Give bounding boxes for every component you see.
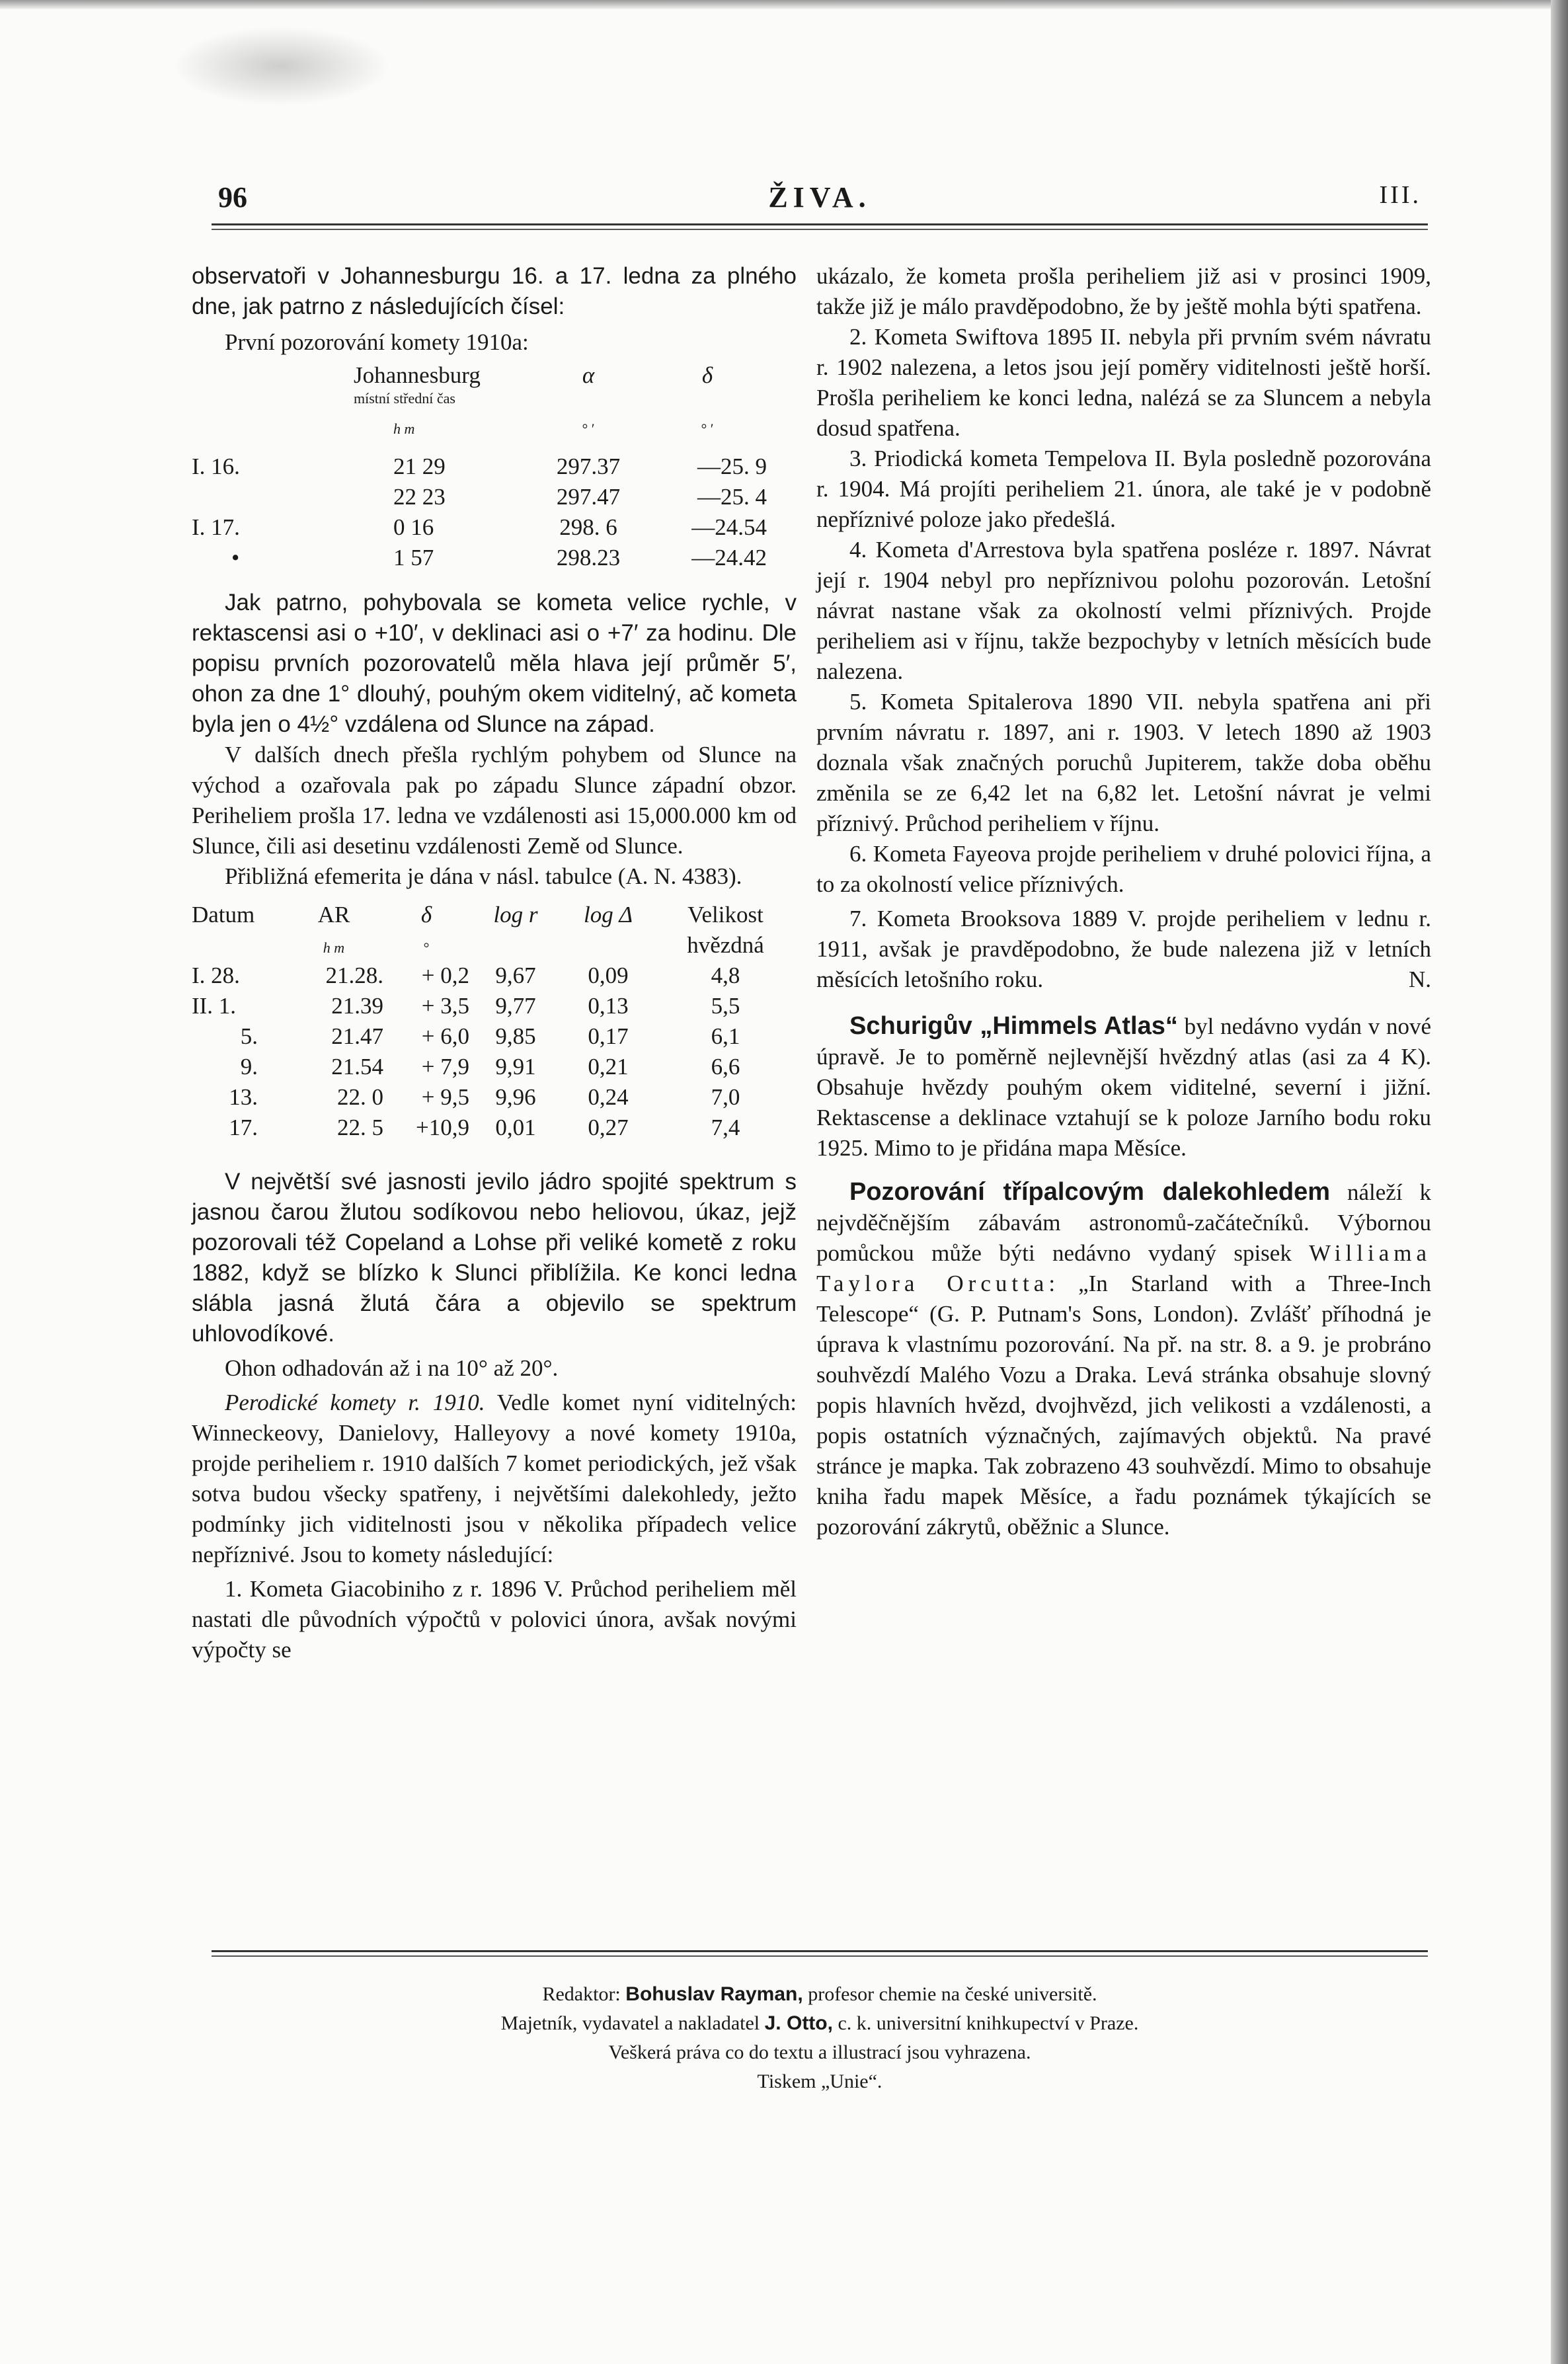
table-row: 9. 21.54 + 7,9 9,91 0,21 6,6 (240, 1054, 740, 1080)
paragraph: observatoři v Johannesburgu 16. a 17. ledna za plného dne, jak patrno z následujících čísel: (192, 263, 797, 319)
obs-unit: h m (393, 420, 415, 437)
obs-unit: ° ′ (701, 420, 714, 437)
imprint-rights: Veškerá práva co do textu a illustrací jsou vyhrazena. (608, 2041, 1031, 2063)
left-column (192, 261, 797, 1665)
imprint-editor: Redaktor: Bohuslav Rayman, profesor chemie na české universitě. (542, 1983, 1097, 2005)
eph-head: log r (493, 902, 538, 927)
paragraph: 6. Kometa Fayeova projde periheliem v druhé polovici října, a to za okolností velice příznivých. (816, 841, 1431, 897)
ephemeris-table: Datum AR δ log r log Δ Velikost h m ° hvězdná I. 28. 21.28. + 0,2 9,67 0,09 4,8 II. 1. 21.39 + 3,5 9,77 0,13 5,5 5. 21.47 + 6,0 9,85 0,17 6,1 9. 21.54 + 7,9 9,91 0,21 6,6 13. 22. 0 + 9,5 9,96 0,24 7,0 17. 22. 5 +10,9 0,01 0,27 7,4 (192, 900, 797, 1143)
table-row: • 1 57 298.23 —24.42 (231, 545, 767, 571)
obs-unit: ° ′ (582, 420, 595, 437)
imprint-printer: Tiskem „Unie“. (757, 2070, 882, 2092)
obs-head-delta: δ (701, 362, 713, 388)
table-row: II. 1. 21.39 + 3,5 9,77 0,13 5,5 (192, 993, 740, 1019)
eph-head: δ (420, 902, 432, 927)
table-row: 13. 22. 0 + 9,5 9,96 0,24 7,0 (229, 1084, 740, 1110)
scan-smudge (172, 26, 390, 106)
author-name: Williama Taylora Orcutta (816, 1240, 1431, 1296)
imprint-publisher: Majetník, vydavatel a nakladatel J. Otto, c. k. universitní knihkupectví v Praze. (500, 2012, 1139, 2034)
paragraph: Jak patrno, pohybovala se kometa velice rychle, v rektascensi asi o +10′, v deklinaci asi o +7′ za hodinu. Dle popisu prvních pozorovatelů měla hlava její průměr 5′, ohon za dne 1° dlouhý, pouhým okem viditelný, ač kometa byla jen o 4½° vzdálena od Slunce na západ. (192, 590, 797, 737)
paragraph: Ohon odhadován až i na 10° až 20°. (225, 1355, 559, 1381)
paragraph: Přibližná efemerita je dána v násl. tabulce (A. N. 4383). (225, 863, 742, 889)
scan-edge-top (0, 0, 1568, 9)
paragraph: Perodické komety r. 1910. Vedle komet nyní viditelných: Winneckeovy, Danielovy, Halleyovy a nové komety 1910a, projde periheliem r. 1910 dalších 7 komet periodických, jež však sotva budou všecky spatřeny, i největšími dalekohledy, ježto podmínky jich viditelnosti jsou v několika případech velice nepříznivé. Jsou to komety následující: (192, 1390, 797, 1567)
obs-head-place: Johannesburg (354, 362, 481, 388)
imprint (212, 1980, 1428, 2096)
table-row: 5. 21.47 + 6,0 9,85 0,17 6,1 (240, 1023, 740, 1049)
paragraph: 5. Kometa Spitalerova 1890 VII. nebyla spatřena ani při prvním návratu r. 1897, ani r. 1903. V letech 1890 až 1903 doznala však značných poruchů Jupiterem, takže doba oběhu změnila se ze 6,42 let na 6,82 let. Letošní návrat je velmi příznivý. Průchod periheliem v říjnu. (816, 689, 1431, 836)
table-row: I. 16. 21 29 297.37 —25. 9 (192, 453, 767, 479)
header-rule-thin (212, 229, 1428, 230)
paragraph: 4. Kometa d'Arrestova byla spatřena posléze r. 1897. Návrat její r. 1904 nebyl pro nepříznivou polohu pozorován. Letošní návrat nastane však za okolností velmi příznivých. Projde periheliem asi v říjnu, takže bezpochyby v letních měsících bude nalezena. (816, 537, 1431, 684)
eph-head: AR (317, 902, 350, 927)
observation-table (192, 360, 767, 573)
eph-head: log Δ (583, 902, 633, 927)
journal-title: ŽIVA. (768, 181, 871, 214)
volume-number: III. (1379, 181, 1421, 209)
table-row: 17. 22. 5 +10,9 0,01 0,27 7,4 (229, 1115, 740, 1140)
footer-rule-thin (212, 1955, 1428, 1957)
paragraph: 1. Kometa Giacobiniho z r. 1896 V. Průchod periheliem měl nastati dle původních výpočtů v polovici února, avšak novými výpočty se (192, 1576, 797, 1663)
obs-title: První pozorování komety 1910a: (225, 329, 529, 355)
page-number: 96 (218, 181, 247, 214)
paragraph: 7. Kometa Brooksova 1889 V. projde periheliem v lednu r. 1911, avšak je pravděpodobno, že bude nalezena již v letních měsících letošního roku. N. (816, 904, 1431, 995)
paragraph: 2. Kometa Swiftova 1895 II. nebyla při prvním svém návratu r. 1902 nalezena, a letos jsou její poměry viditelnosti ještě horší. Prošla periheliem ke konci ledna, nalézá se za Sluncem a nebyla dosud spatřena. (816, 324, 1431, 441)
right-column (816, 261, 1431, 1542)
obs-subhead: místní střední čas (354, 390, 455, 407)
page-header (218, 175, 1421, 217)
scan-edge-right (1551, 0, 1568, 2364)
paragraph: V největší své jasnosti jevilo jádro spojité spektrum s jasnou čarou žlutou sodíkovou nebo heliovou, úkaz, jejž pozorovali též Copeland a Lohse při veliké kometě z roku 1882, když se blízko k Slunci přiblížila. Ke konci ledna slábla jasná žlutá čára a objevilo se spektrum uhlovodíkové. (192, 1169, 797, 1347)
table-row: I. 28. 21.28. + 0,2 9,67 0,09 4,8 (192, 963, 740, 988)
section-title: Perodické komety r. 1910. (225, 1390, 485, 1415)
paragraph: 3. Priodická kometa Tempelova II. Byla posledně pozorována r. 1904. Má projíti periheliem 21. února, ale také je v podobně nepříznivé poloze jako předešlá. (816, 446, 1431, 532)
signature: N. (1408, 966, 1431, 992)
paragraph: Pozorování třípalcovým dalekohledem náleží k nejvděčnějším zábavám astronomů-začátečníků. Výbornou pomůckou může býti nedávno vydaný spisek Williama Taylora Orcutta: „In Starland with a Three-Inch Telescope“ (G. P. Putnam's Sons, London). Zvlášť příhodná je úprava k vlastnímu pozorování. Na př. na str. 8. a 9. je probráno souhvězdí Malého Vozu a Draka. Levá stránka obsahuje slovný popis hlavních hvězd, dvojhvězd, jich velikosti a vzdálenosti, a popis ostatních význačných, zajímavých objektů. Na pravé stránce je mapka. Tak zobrazeno 43 souhvězdí. Mimo to obsahuje kniha řadu mapek Měsíce, a řadu poznámek týkajících se pozorování zákrytů, oběžnic a Slunce. (816, 1178, 1431, 1540)
section-title: Schurigův „Himmels Atlas“ (849, 1012, 1178, 1040)
footer-rule (212, 1950, 1428, 1952)
obs-head-alpha: α (582, 362, 595, 388)
eph-head: Velikost (687, 902, 764, 927)
paragraph: ukázalo, že kometa prošla periheliem již asi v prosinci 1909, takže již je málo pravděpodobno, že by ještě mohla býti spatřena. (816, 263, 1431, 319)
paragraph: V dalších dnech přešla rychlým pohybem od Slunce na východ a ozařovala pak po západu Slunce západní obzor. Periheliem prošla 17. ledna ve vzdálenosti asi 15,000.000 km od Slunce, čili asi desetinu vzdálenosti Země od Slunce. (192, 742, 797, 859)
table-row: 22 23 297.47 —25. 4 (393, 484, 767, 510)
table-row: I. 17. 0 16 298. 6 —24.54 (192, 514, 767, 540)
eph-head: Datum (192, 902, 255, 927)
section-title: Pozorování třípalcovým dalekohledem (849, 1178, 1331, 1206)
header-rule (212, 223, 1428, 225)
paragraph: Schurigův „Himmels Atlas“ byl nedávno vydán v nové úpravě. Je to poměrně nejlevnější hvězdný atlas (asi za 4 K). Obsahuje hvězdy pouhým okem viditelné, severní i jižní. Rektascense a deklinace vztahují se k poloze Jarního bodu roku 1925. Mimo to je přidána mapa Měsíce. (816, 1012, 1431, 1161)
